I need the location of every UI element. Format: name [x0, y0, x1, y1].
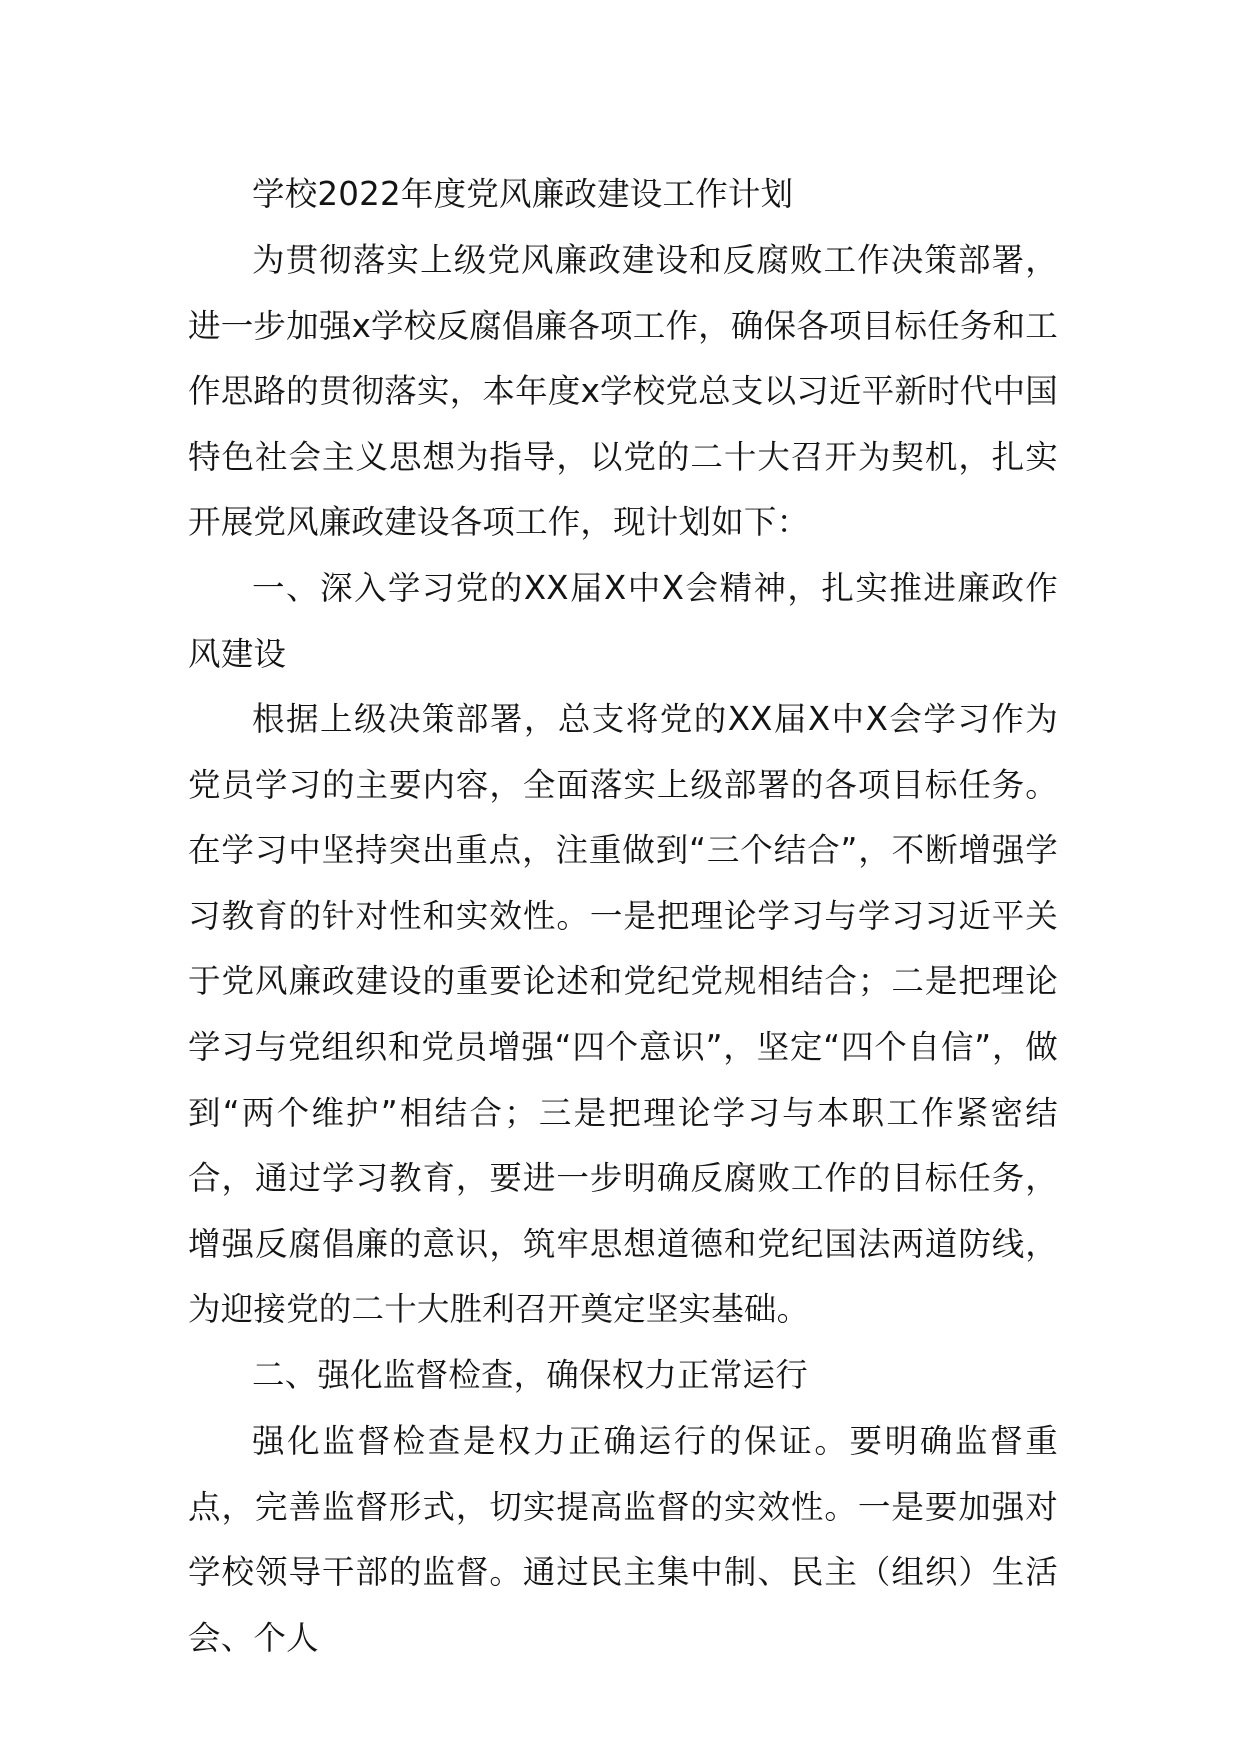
intro-paragraph: 为贯彻落实上级党风廉政建设和反腐败工作决策部署，进一步加强x学校反腐倡廉各项工作，确保各项目标任务和工作思路的贯彻落实，本年度x学校党总支以习近平新时代中国特色社会主义思想为指导，以党的二十大召开为契机，扎实开展党风廉政建设各项工作，现计划如下： — [188, 241, 1058, 542]
section-2-heading: 二、强化监督检查，确保权力正常运行 — [252, 1356, 808, 1394]
document-title: 学校2022年度党风廉政建设工作计划 — [252, 175, 794, 213]
section-2-paragraph: 强化监督检查是权力正确运行的保证。要明确监督重点，完善监督形式，切实提高监督的实效性。一是要加强对学校领导干部的监督。通过民主集中制、民主（组织）生活会、个人 — [188, 1422, 1058, 1657]
section-1-paragraph: 根据上级决策部署，总支将党的XX届X中X会学习作为党员学习的主要内容，全面落实上级部署的各项目标任务。在学习中坚持突出重点，注重做到“三个结合”，不断增强学习教育的针对性和实效性。一是把理论学习与学习习近平关于党风廉政建设的重要论述和党纪党规相结合；二是把理论学习与党组织和党员增强“四个意识”，坚定“四个自信”，做到“两个维护”相结合；三是把理论学习与本职工作紧密结合，通过学习教育，要进一步明确反腐败工作的目标任务，增强反腐倡廉的意识，筑牢思想道德和党纪国法两道防线，为迎接党的二十大胜利召开奠定坚实基础。 — [188, 700, 1058, 1329]
document-page — [188, 0, 1058, 1754]
section-1-heading: 一、深入学习党的XX届X中X会精神，扎实推进廉政作风建设 — [188, 569, 1058, 673]
